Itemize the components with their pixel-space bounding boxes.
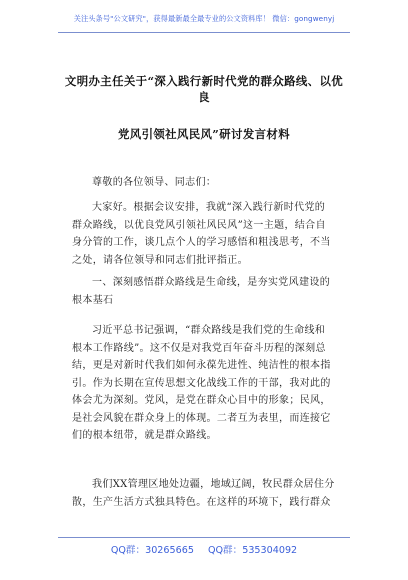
paragraph-line: 是社会风貌在群众身上的体现。二者互为表里，而连接它 [72, 412, 331, 424]
footer-qq-group-2: QQ群：535304092 [207, 545, 298, 556]
footer-divider [58, 537, 350, 538]
paragraph-line: 群众路线，以优良党风引领社风民风”这一主题，结合自 [72, 219, 326, 231]
section-heading-line: 根本基石 [72, 294, 114, 306]
paragraph-line: 体会尤为深刻。党风，是党在群众心目中的形象；民风， [72, 395, 331, 406]
paragraph-line: 之处，请各位领导和同志们批评指正。 [72, 254, 248, 266]
paragraph-line: 习近平总书记强调，“群众路线是我们党的生命线和 [92, 325, 326, 336]
paragraph-line: 身分管的工作，谈几点个人的学习感悟和粗浅思考，不当 [72, 237, 331, 248]
greeting [72, 174, 354, 192]
header-divider [58, 32, 350, 33]
paragraph-line: 大家好。根据会议安排，我就“深入践行新时代党的 [92, 202, 326, 213]
footer-qq-group-1: QQ群：30265665 [110, 545, 194, 556]
paragraph-line: 引。作为长期在宣传思想文化战线工作的干部，我对此的 [72, 377, 331, 389]
paragraph-line: 结，更是对新时代我们如何永葆先进性、纯洁性的根本指 [72, 360, 331, 371]
section-heading-1 [72, 274, 354, 309]
document-title-line-2: 党风引领社风民风”研讨发言材料 [117, 127, 291, 141]
paragraph-line: 根本工作路线”。这不仅是对我党百年奋斗历程的深刻总 [72, 342, 326, 354]
paragraph-intro [72, 199, 354, 269]
header-notice: 关注头条号"公文研究"，获得最新最全最专业的公文资料库！ 微信：gongwenyj [73, 14, 335, 23]
greeting-text: 尊敬的各位领导、同志们： [92, 177, 217, 188]
paragraph-region [72, 476, 354, 511]
document-title-line-1: 文明办主任关于“深入践行新时代党的群众路线、以优良 [64, 74, 344, 104]
paragraph-line: 我们XX管理区地处边疆，地域辽阔，牧民群众居住分 [92, 479, 335, 490]
paragraph-line: 散，生产生活方式独具特色。在这样的环境下，践行群众 [72, 496, 331, 508]
paragraph-body [72, 322, 354, 445]
section-heading-line: 一、深刻感悟群众路线是生命线，是夯实党风建设的 [92, 277, 331, 288]
footer-contacts [0, 542, 408, 556]
paragraph-line: 们的根本纽带，就是群众路线。 [72, 430, 217, 441]
